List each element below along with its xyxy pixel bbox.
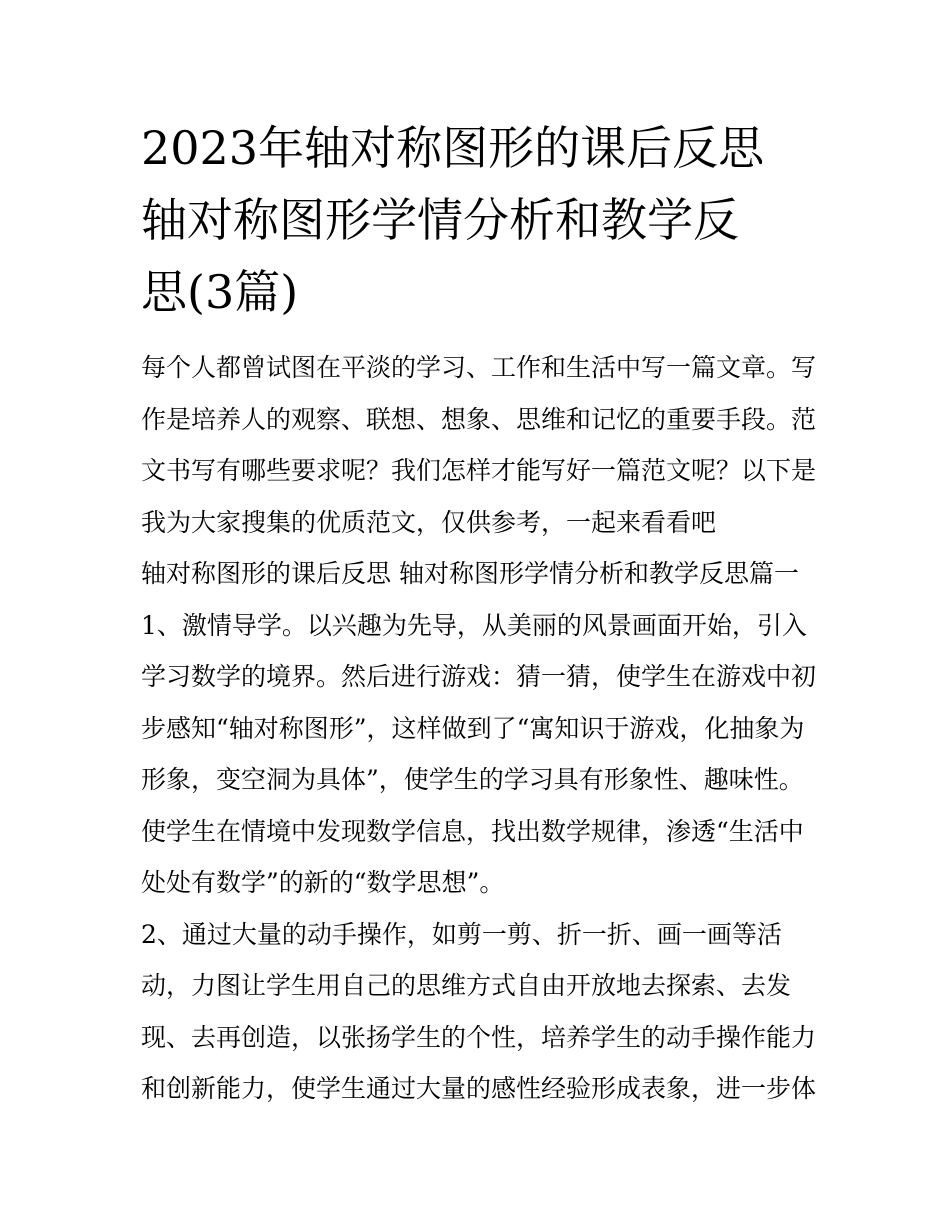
- document-title: [141, 112, 816, 328]
- body-line: 处处有数学”的新的“数学思想”。: [141, 868, 505, 897]
- body-line: 步感知“轴对称图形”，这样做到了“寓知识于游戏，化抽象为: [141, 713, 805, 743]
- title-line: 轴对称图形学情分析和教学反: [141, 193, 739, 247]
- document-body: [141, 342, 816, 1115]
- section-heading: 轴对称图形的课后反思 轴对称图形学情分析和教学反思篇一: [141, 559, 799, 588]
- body-line: 形象，变空洞为具体”，使学生的学习具有形象性、趣味性。: [141, 765, 804, 794]
- body-line: 每个人都曾试图在平淡的学习、工作和生活中写一篇文章。写: [141, 353, 816, 382]
- body-line: 作是培养人的观察、联想、想象、思维和记忆的重要手段。范: [141, 404, 816, 434]
- document-page: [141, 112, 816, 1115]
- body-line: 动，力图让学生用自己的思维方式自由开放地去探索、去发: [141, 971, 792, 1000]
- body-line: 我为大家搜集的优质范文，仅供参考，一起来看看吧: [141, 507, 717, 537]
- body-line: 现、去再创造，以张扬学生的个性，培养学生的动手操作能力: [141, 1022, 816, 1052]
- body-line: 和创新能力，使学生通过大量的感性经验形成表象，进一步体: [141, 1074, 816, 1103]
- title-line: 2023年轴对称图形的课后反思: [141, 121, 765, 175]
- body-line: 2、通过大量的动手操作，如剪一剪、折一折、画一画等活: [141, 919, 782, 949]
- title-line: 思(3篇): [141, 265, 299, 319]
- body-line: 学习数学的境界。然后进行游戏：猜一猜，使学生在游戏中初: [141, 662, 816, 691]
- body-line: 文书写有哪些要求呢？我们怎样才能写好一篇范文呢？以下是: [141, 456, 816, 485]
- body-line: 1、激情导学。以兴趣为先导，从美丽的风景画面开始，引入: [141, 610, 807, 640]
- body-line: 使学生在情境中发现数学信息，找出数学规律，渗透“生活中: [141, 816, 804, 846]
